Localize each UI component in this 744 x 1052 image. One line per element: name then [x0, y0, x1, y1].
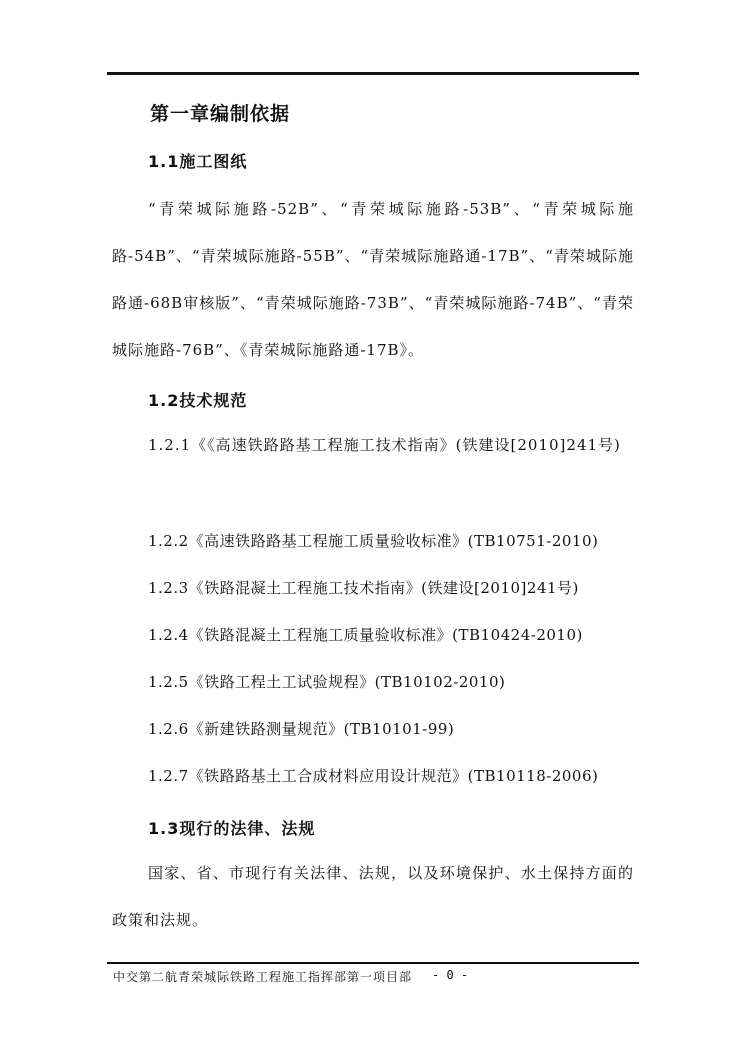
footer-rule — [107, 962, 639, 964]
spec-item-1-2-1: 1.2.1《《高速铁路路基工程施工技术指南》(铁建设[2010]241号) — [148, 436, 621, 454]
spec-item-1-2-6: 1.2.6《新建铁路测量规范》(TB10101-99) — [148, 720, 455, 738]
chapter-title: 第一章编制依据 — [150, 103, 291, 125]
spec-item-1-2-5: 1.2.5《铁路工程土工试验规程》(TB10102-2010) — [148, 673, 506, 691]
page-number: - 0 - — [432, 968, 469, 982]
section-heading-1-3: 1.3现行的法律、法规 — [148, 819, 316, 838]
spec-item-1-2-3: 1.2.3《铁路混凝土工程施工技术指南》(铁建设[2010]241号) — [148, 579, 579, 597]
spec-item-1-2-7: 1.2.7《铁路路基土工合成材料应用设计规范》(TB10118-2006) — [148, 767, 599, 785]
section-1-1-paragraph: “青荣城际施路-52B”、“青荣城际施路-53B”、“青荣城际施路-54B”、“青荣城际施路-55B”、“青荣城际施路通-17B”、“青荣城际施路通-68B审核版”、“青荣城际施路-73B”、“青荣城际施路-74B”、“青荣城际施路-76B”、《青荣城际施路通-17B》。 — [112, 200, 634, 359]
header-rule — [107, 72, 639, 75]
spec-item-1-2-2: 1.2.2《高速铁路路基工程施工质量验收标准》(TB10751-2010) — [148, 532, 599, 550]
section-1-3-paragraph: 国家、省、市现行有关法律、法规，以及环境保护、水土保持方面的政策和法规。 — [112, 864, 634, 929]
footer-org: 中交第二航青荣城际铁路工程施工指挥部第一项目部 — [113, 970, 413, 984]
spec-item-1-2-4: 1.2.4《铁路混凝土工程施工质量验收标准》(TB10424-2010) — [148, 626, 583, 644]
section-heading-1-2: 1.2技术规范 — [148, 391, 248, 410]
section-heading-1-1: 1.1施工图纸 — [148, 152, 248, 171]
